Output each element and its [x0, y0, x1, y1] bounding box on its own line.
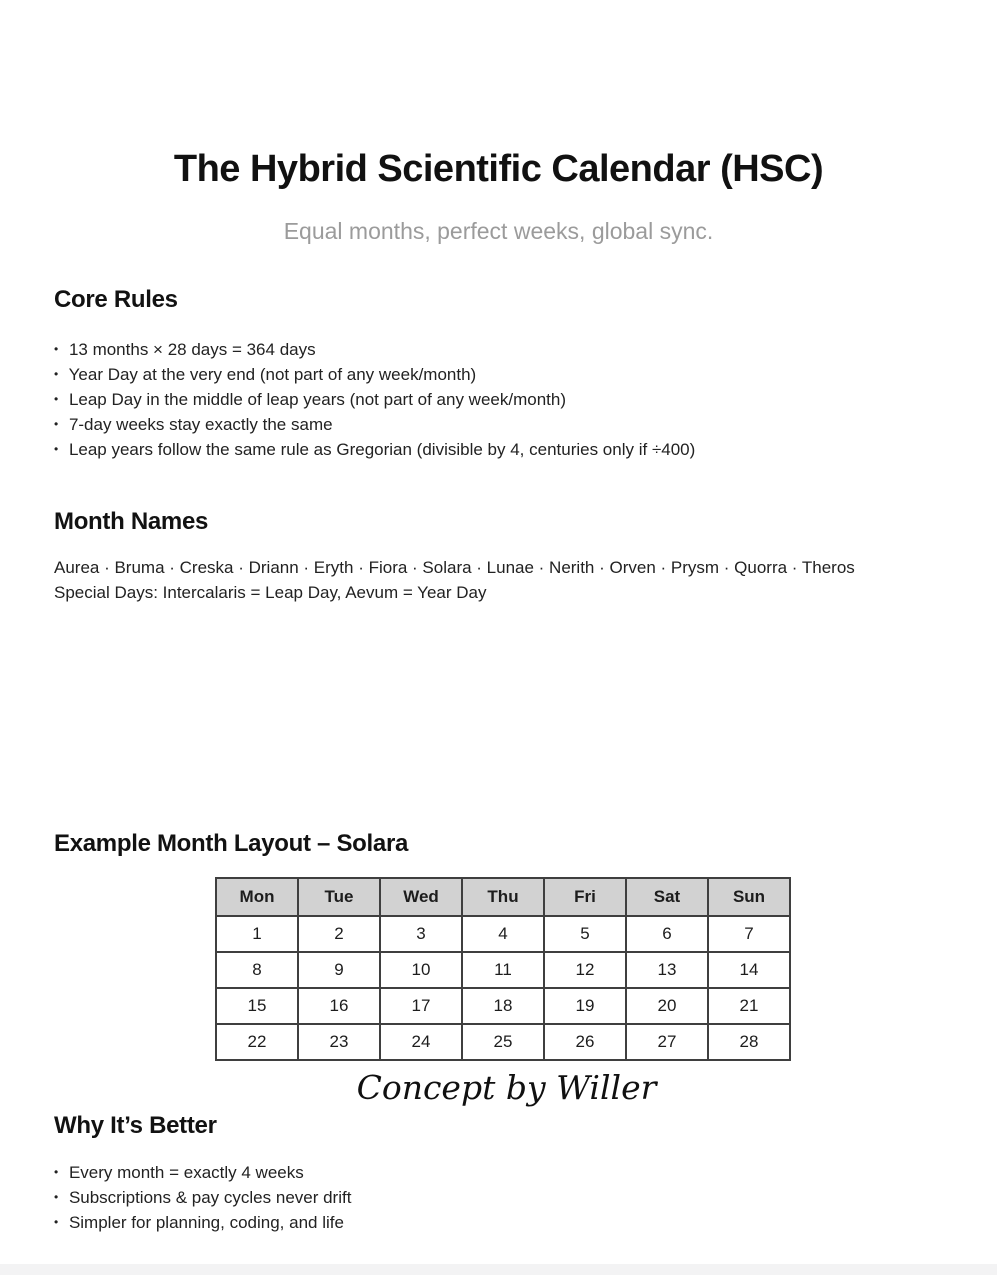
rule-item-text: 13 months × 28 days = 364 days [68, 340, 316, 359]
benefit-item [54, 1160, 954, 1185]
day-cell: 18 [462, 988, 544, 1024]
weekday-header-cell: Sun [708, 878, 790, 916]
bullet-marker: • [54, 1215, 59, 1229]
bullet-marker: • [54, 342, 59, 356]
day-cell: 10 [380, 952, 462, 988]
benefit-item-text: Every month = exactly 4 weeks [68, 1163, 304, 1182]
bullet-marker: • [54, 442, 59, 456]
day-cell: 22 [216, 1024, 298, 1060]
rule-item [54, 412, 954, 437]
page-subtitle: Equal months, perfect weeks, global sync. [283, 218, 714, 244]
bullet-marker: • [54, 417, 59, 431]
weekday-header-cell: Sat [626, 878, 708, 916]
weekday-header-cell: Mon [216, 878, 298, 916]
rule-item [54, 387, 954, 412]
day-cell: 4 [462, 916, 544, 952]
rule-item-text: 7-day weeks stay exactly the same [68, 415, 333, 434]
month-names-list: Aurea · Bruma · Creska · Driann · Eryth · Fiora · Solara · Lunae · Nerith · Orven · Prysm · Quorra · Theros [54, 558, 855, 577]
month-names-heading: Month Names [54, 508, 209, 535]
day-cell: 8 [216, 952, 298, 988]
day-cell: 7 [708, 916, 790, 952]
day-cell: 5 [544, 916, 626, 952]
day-cell: 26 [544, 1024, 626, 1060]
day-cell: 27 [626, 1024, 708, 1060]
weekday-header-cell: Wed [380, 878, 462, 916]
weekday-header-cell: Thu [462, 878, 544, 916]
day-cell: 28 [708, 1024, 790, 1060]
benefit-item [54, 1185, 954, 1210]
calendar-week-row [216, 916, 790, 952]
rule-item-text: Leap years follow the same rule as Gregorian (divisible by 4, centuries only if ÷400) [68, 440, 696, 459]
rule-item [54, 362, 954, 387]
bottom-edge-strip [0, 1264, 997, 1275]
bullet-marker: • [54, 367, 59, 381]
rule-item [54, 337, 954, 362]
day-cell: 20 [626, 988, 708, 1024]
day-cell: 1 [216, 916, 298, 952]
benefit-item-text: Simpler for planning, coding, and life [68, 1213, 344, 1232]
day-cell: 19 [544, 988, 626, 1024]
day-cell: 23 [298, 1024, 380, 1060]
watermark-signature: Concept by Willer [356, 1068, 657, 1107]
rule-item-text: Leap Day in the middle of leap years (not part of any week/month) [68, 390, 566, 409]
calendar-week-row [216, 952, 790, 988]
day-cell: 21 [708, 988, 790, 1024]
core-rules-heading: Core Rules [54, 286, 178, 313]
why-better-list [54, 1160, 954, 1235]
day-cell: 6 [626, 916, 708, 952]
page-title: The Hybrid Scientific Calendar (HSC) [173, 148, 824, 190]
day-cell: 17 [380, 988, 462, 1024]
day-cell: 25 [462, 1024, 544, 1060]
day-cell: 11 [462, 952, 544, 988]
calendar-week-row [216, 988, 790, 1024]
bullet-marker: • [54, 392, 59, 406]
example-month-heading: Example Month Layout – Solara [54, 830, 409, 857]
calendar-week-row [216, 1024, 790, 1060]
special-days-note: Special Days: Intercalaris = Leap Day, Aevum = Year Day [54, 583, 487, 602]
day-cell: 12 [544, 952, 626, 988]
month-names-block [54, 555, 944, 605]
weekday-header-row [216, 878, 790, 916]
calendar-table [215, 877, 791, 1061]
day-cell: 9 [298, 952, 380, 988]
core-rules-list [54, 337, 954, 462]
benefit-item [54, 1210, 954, 1235]
weekday-header-cell: Fri [544, 878, 626, 916]
day-cell: 13 [626, 952, 708, 988]
day-cell: 14 [708, 952, 790, 988]
benefit-item-text: Subscriptions & pay cycles never drift [68, 1188, 352, 1207]
rule-item-text: Year Day at the very end (not part of any week/month) [68, 365, 477, 384]
weekday-header-cell: Tue [298, 878, 380, 916]
day-cell: 2 [298, 916, 380, 952]
why-better-heading: Why It’s Better [54, 1112, 217, 1139]
day-cell: 3 [380, 916, 462, 952]
bullet-marker: • [54, 1190, 59, 1204]
bullet-marker: • [54, 1165, 59, 1179]
day-cell: 24 [380, 1024, 462, 1060]
rule-item [54, 437, 954, 462]
day-cell: 15 [216, 988, 298, 1024]
day-cell: 16 [298, 988, 380, 1024]
